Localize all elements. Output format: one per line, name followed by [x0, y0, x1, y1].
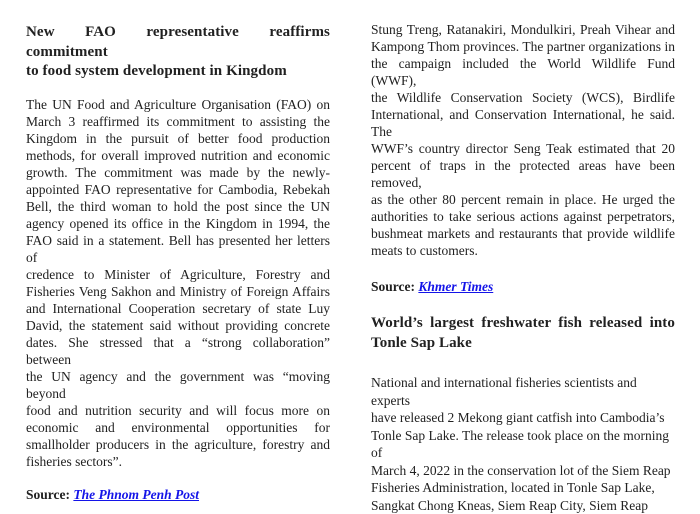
article-heading-catfish [371, 314, 675, 353]
text-line: percent of traps in the protected areas have been removed, [371, 157, 675, 191]
text-line: the UN agency and the government was “moving beyond [26, 368, 330, 402]
source-link-phnom-penh-post[interactable]: The Phnom Penh Post [73, 487, 199, 502]
text-line: Tonle Sap Lake. The release took place on the morning of [371, 427, 675, 462]
text-line: Sangkat Chong Kneas, Siem Reap City, Siem Reap [371, 497, 675, 514]
text-line: have released 2 Mekong giant catfish into Cambodia’s [371, 409, 675, 427]
right-column [371, 21, 675, 430]
text-line: credence to Minister of Agriculture, Forestry and [26, 266, 330, 283]
source-link-khmer-times[interactable]: Khmer Times [418, 279, 493, 294]
source-line-fao [26, 486, 330, 503]
text-line: Fisheries Veng Sakhon and Ministry of Foreign Affairs [26, 283, 330, 300]
text-line: the Wildlife Conservation Society (WCS), Birdlife [371, 89, 675, 106]
text-line: Tonle Sap Lake [371, 334, 675, 354]
text-line: Fisheries Administration, located in Tonle Sap Lake, [371, 479, 675, 497]
article-paragraph-catfish [371, 374, 675, 514]
source-label: Source: [371, 279, 418, 294]
source-label: Source: [26, 487, 73, 502]
text-line: appointed FAO representative for Cambodia, Rebekah [26, 181, 330, 198]
article-paragraph-wildlife [371, 21, 675, 259]
text-line: as the other 80 percent remain in place. He urged the [371, 191, 675, 208]
text-line: bushmeat markets and restaurants that provide wildlife [371, 225, 675, 242]
text-line: methods, for overall improved nutrition and economic [26, 147, 330, 164]
text-line: growth. The commitment was made by the newly- [26, 164, 330, 181]
text-line: fisheries sectors”. [26, 453, 330, 470]
text-line: the campaign included the World Wildlife Fund (WWF), [371, 55, 675, 89]
left-column [26, 21, 330, 430]
text-line: New FAO representative reaffirms commitment [26, 23, 330, 62]
text-line: FAO said in a statement. Bell has presented her letters of [26, 232, 330, 266]
text-line: World’s largest freshwater fish released into [371, 314, 675, 334]
source-line-wildlife [371, 278, 675, 295]
text-line: dates. She stressed that a “strong collaboration” between [26, 334, 330, 368]
text-line: Kampong Thom provinces. The partner organizations in [371, 38, 675, 55]
text-line: National and international fisheries scientists and experts [371, 374, 675, 409]
text-line: to food system development in Kingdom [26, 62, 330, 82]
text-line: March 4, 2022 in the conservation lot of the Siem Reap [371, 462, 675, 480]
text-line: agency opened its office in the Kingdom in 1994, the [26, 215, 330, 232]
article-heading-fao [26, 23, 330, 82]
article-paragraph-fao [26, 96, 330, 470]
text-line: meats to customers. [371, 242, 675, 259]
text-line: Kingdom in the pursuit of better food production [26, 130, 330, 147]
text-line: and International Cooperation secretary of state Luy [26, 300, 330, 317]
text-line: March 3 reaffirmed its commitment to assisting the [26, 113, 330, 130]
text-line: Stung Treng, Ratanakiri, Mondulkiri, Preah Vihear and [371, 21, 675, 38]
text-line: food and nutrition security and will focus more on [26, 402, 330, 419]
text-line: WWF’s country director Seng Teak estimated that 20 [371, 140, 675, 157]
text-line: economic and environmental opportunities for [26, 419, 330, 436]
text-line: Bell, the third woman to hold the post since the UN [26, 198, 330, 215]
text-line: The UN Food and Agriculture Organisation (FAO) on [26, 96, 330, 113]
text-line: David, the statement said without providing concrete [26, 317, 330, 334]
text-line: International, and Conservation International, he said. The [371, 106, 675, 140]
text-line: smallholder producers in the agriculture, forestry and [26, 436, 330, 453]
text-line: authorities to take serious actions against perpetrators, [371, 208, 675, 225]
